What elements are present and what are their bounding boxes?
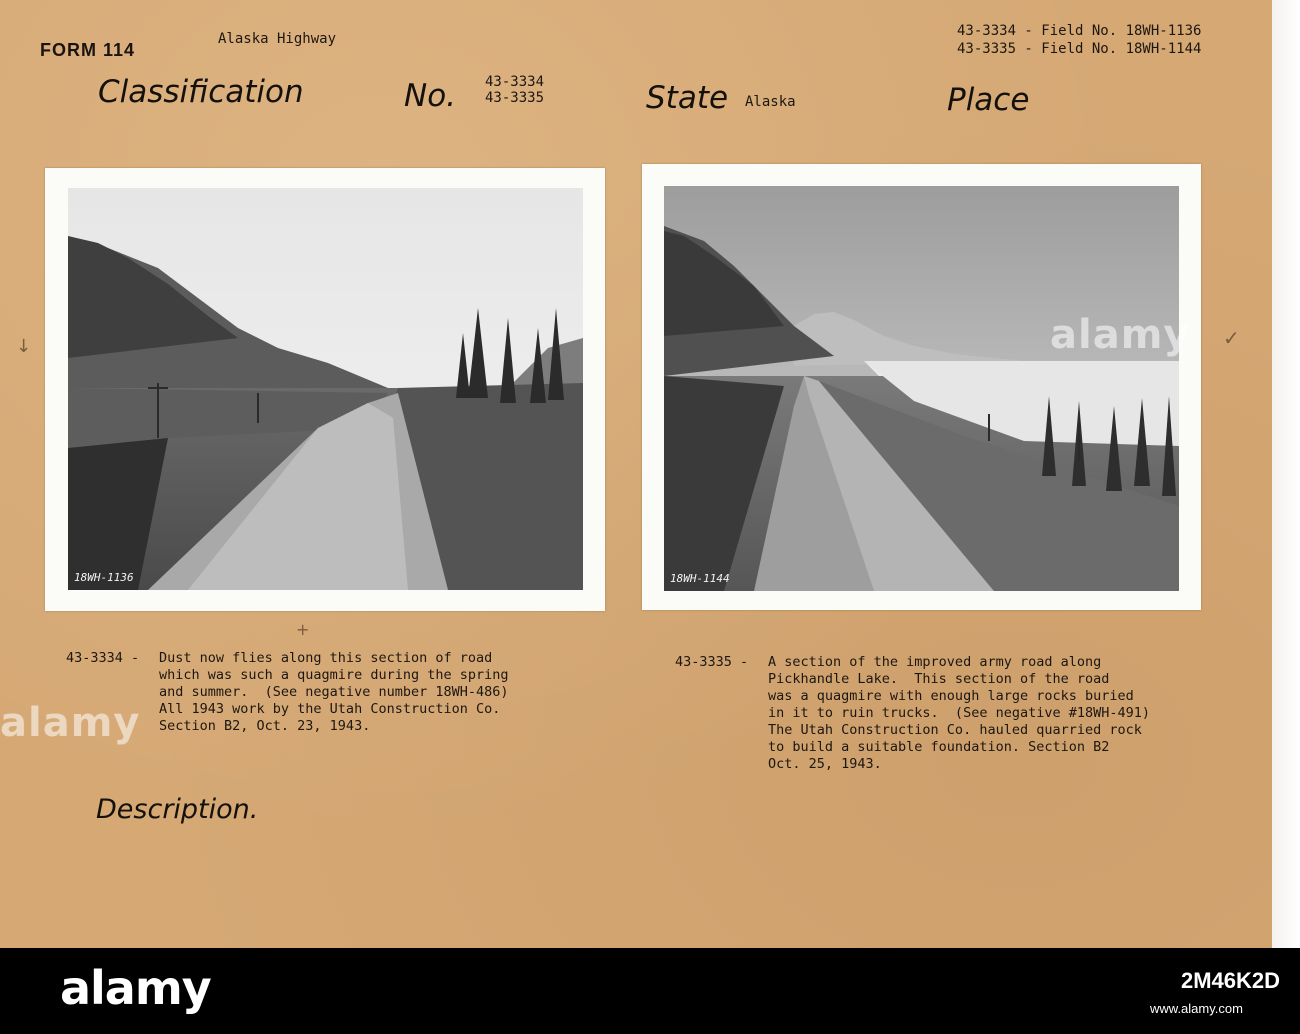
record-number-block [485, 74, 544, 106]
road-photo-2 [664, 186, 1179, 591]
caption-1-line: Dust now flies along this section of road [159, 650, 493, 666]
state-label: State [646, 80, 729, 116]
subject-text: Alaska Highway [218, 31, 337, 47]
description-label: Description. [96, 794, 259, 825]
caption-2-line: to build a suitable foundation. Section B2 [768, 739, 1110, 755]
caption-1-line: All 1943 work by the Utah Construction Co. [159, 701, 501, 717]
caption-2-line: was a quagmire with enough large rocks buried [768, 688, 1134, 704]
classification-label: Classification [98, 74, 304, 110]
field-number-2: 43-3335 - Field No. 18WH-1144 [957, 41, 1202, 57]
road-photo-1 [68, 188, 583, 590]
caption-1-line: and summer. (See negative number 18WH-486) [159, 684, 509, 700]
form-label: FORM 114 [40, 40, 136, 60]
caption-1 [159, 650, 509, 735]
caption-1-line: which was such a quagmire during the spring [159, 667, 509, 683]
no-label: No. [404, 78, 457, 114]
negative-number-2: 18WH-1144 [670, 572, 730, 585]
road-photo-1-image [68, 188, 583, 590]
pencil-mark-icon: ↓ [16, 336, 32, 357]
pencil-check-icon: ✓ [1223, 326, 1240, 350]
alamy-url: www.alamy.com [1150, 1001, 1243, 1016]
negative-number-1: 18WH-1136 [74, 571, 134, 584]
field-number-block [957, 22, 1201, 58]
caption-2-line: A section of the improved army road along [768, 654, 1102, 670]
caption-2-line: in it to ruin trucks. (See negative #18WH-491) [768, 705, 1151, 721]
watermark-right: alamy [1050, 312, 1191, 358]
caption-2-line: Oct. 25, 1943. [768, 756, 882, 772]
place-label: Place [947, 82, 1030, 118]
state-value: Alaska [745, 94, 796, 110]
caption-1-line: Section B2, Oct. 23, 1943. [159, 718, 371, 734]
watermark-bar [0, 948, 1300, 1034]
watermark-left: alamy [0, 700, 141, 746]
caption-2 [768, 654, 1150, 773]
record-number-1: 43-3334 [485, 74, 545, 90]
scan-edge [1272, 0, 1300, 948]
record-number-2: 43-3335 [485, 90, 545, 106]
alamy-logo: alamy [60, 961, 211, 1015]
field-number-1: 43-3334 - Field No. 18WH-1136 [957, 23, 1202, 39]
caption-2-line: Pickhandle Lake. This section of the road [768, 671, 1110, 687]
photo-frame-1 [45, 168, 605, 611]
photo-frame-2 [642, 164, 1201, 610]
caption-1-number: 43-3334 - [66, 650, 140, 666]
alamy-image-id: 2M46K2D [1180, 968, 1280, 993]
caption-2-line: The Utah Construction Co. hauled quarried rock [768, 722, 1142, 738]
caption-2-number: 43-3335 - [675, 654, 749, 670]
pencil-tick-icon: + [296, 620, 310, 639]
road-photo-2-image [664, 186, 1179, 591]
